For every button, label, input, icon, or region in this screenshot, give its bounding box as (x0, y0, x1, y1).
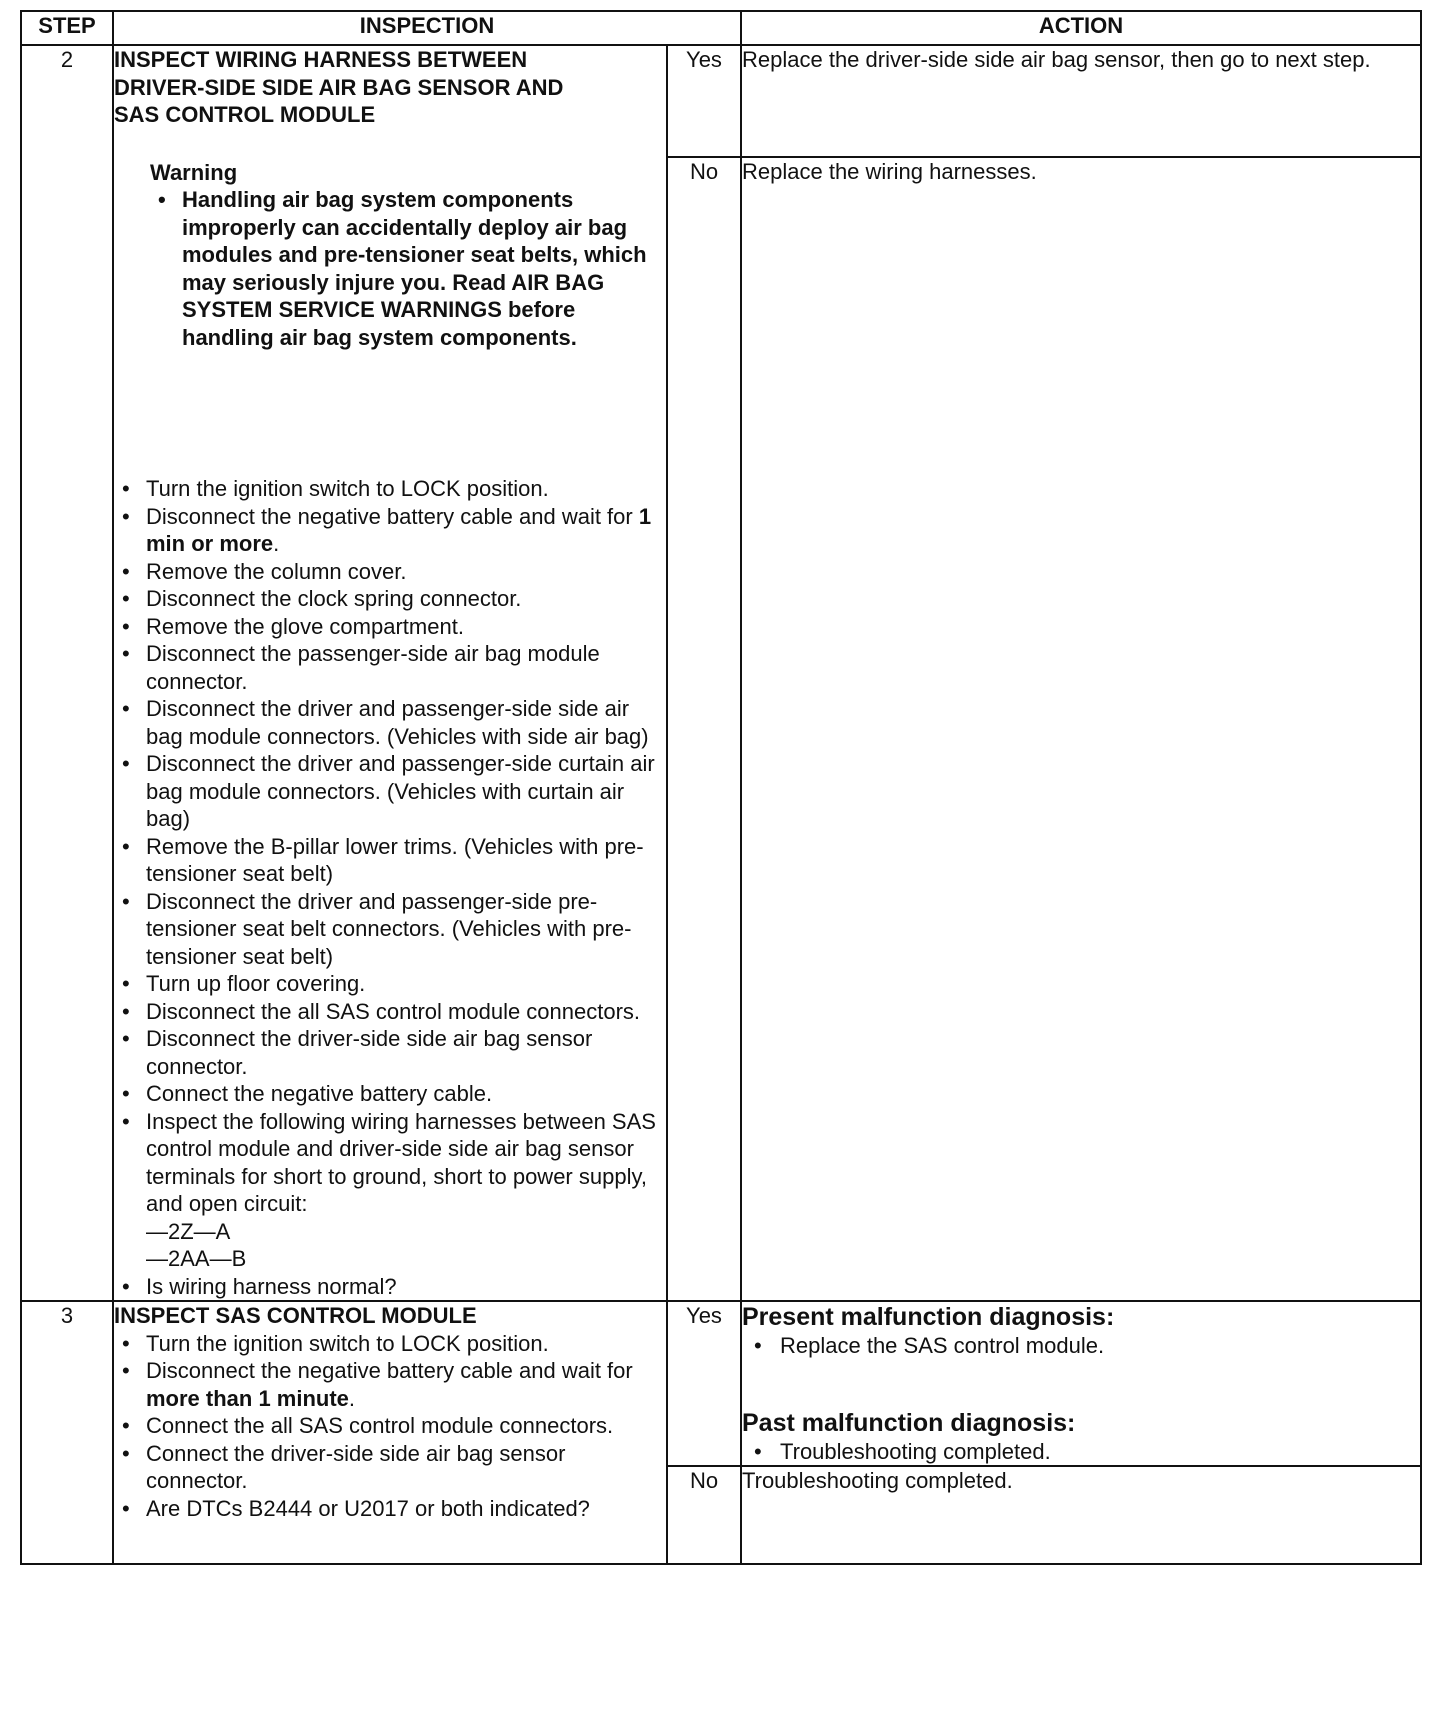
header-step: STEP (21, 11, 113, 45)
list-item: • Turn up floor covering. (114, 970, 666, 998)
list-item: • Turn the ignition switch to LOCK position. (114, 1330, 666, 1358)
list-item: • Connect the all SAS control module connectors. (114, 1412, 666, 1440)
list-item: • Is wiring harness normal? (114, 1273, 666, 1301)
list-item: • Disconnect the driver and passenger-side curtain air bag module connectors. (Vehicles with curtain air bag) (114, 750, 666, 833)
list-item: • Disconnect the negative battery cable and wait for more than 1 minute. (114, 1357, 666, 1412)
circuit-2aa-b: —2AA—B (146, 1246, 247, 1271)
list-item: • Connect the driver-side side air bag sensor connector. (114, 1440, 666, 1495)
step3-no-label: No (667, 1466, 741, 1564)
diagnostic-table (20, 10, 1422, 1565)
step2-warning (150, 159, 666, 352)
list-item: • Inspect the following wiring harnesses between SAS control module and driver-side side air bag sensor terminals for short to ground, short to power supply, and open circuit: —2Z—A —2AA—B (114, 1108, 666, 1273)
past-malfunction-heading: Past malfunction diagnosis: (742, 1408, 1076, 1437)
warning-text: • Handling air bag system components improperly can accidentally deploy air bag modules and pre-tensioner seat belts, which may seriously injure you. Read AIR BAG SYSTEM SERVICE WARNINGS before handling air bag system components. (150, 186, 666, 351)
step3-yes-label: Yes (667, 1301, 741, 1466)
list-item: • Troubleshooting completed. (742, 1438, 1420, 1466)
list-item: • Disconnect the passenger-side air bag module connector. (114, 640, 666, 695)
step3-title: INSPECT SAS CONTROL MODULE (114, 1303, 477, 1328)
header-inspection: INSPECTION (113, 11, 741, 45)
circuit-2z-a: —2Z—A (146, 1218, 231, 1244)
list-item: • Disconnect the all SAS control module connectors. (114, 998, 666, 1026)
step2-yes-row (21, 45, 1421, 157)
list-item: • Replace the SAS control module. (742, 1332, 1420, 1360)
list-item: • Disconnect the driver and passenger-side side air bag module connectors. (Vehicles with side air bag) (114, 695, 666, 750)
list-item: • Connect the negative battery cable. (114, 1080, 666, 1108)
step3-procedure-list (114, 1330, 666, 1523)
step2-procedure-list (114, 475, 666, 1300)
list-item: • Disconnect the clock spring connector. (114, 585, 666, 613)
list-item: • Remove the B-pillar lower trims. (Vehicles with pre-tensioner seat belt) (114, 833, 666, 888)
diagnostic-document (20, 10, 1422, 1565)
list-item: • Disconnect the driver-side side air bag sensor connector. (114, 1025, 666, 1080)
step3-number: 3 (21, 1301, 113, 1564)
list-item: • Disconnect the driver and passenger-side pre-tensioner seat belt connectors. (Vehicles with pre-tensioner seat belt) (114, 888, 666, 971)
step2-number: 2 (21, 45, 113, 1301)
list-item: • Are DTCs B2444 or U2017 or both indicated? (114, 1495, 666, 1523)
list-item: • Disconnect the negative battery cable and wait for 1 min or more. (114, 503, 666, 558)
list-item: • Remove the column cover. (114, 558, 666, 586)
step2-no-label: No (667, 157, 741, 1301)
step2-yes-action: Replace the driver-side side air bag sensor, then go to next step. (741, 45, 1421, 157)
step3-inspection (113, 1301, 667, 1564)
step2-no-action: Replace the wiring harnesses. (741, 157, 1421, 1301)
present-malfunction-heading: Present malfunction diagnosis: (742, 1303, 1115, 1331)
list-item: • Turn the ignition switch to LOCK position. (114, 475, 666, 503)
step3-no-action: Troubleshooting completed. (741, 1466, 1421, 1564)
step2-inspection (113, 45, 667, 1301)
step2-title: INSPECT WIRING HARNESS BETWEEN DRIVER-SIDE SIDE AIR BAG SENSOR AND SAS CONTROL MODULE (114, 47, 564, 127)
list-item: • Remove the glove compartment. (114, 613, 666, 641)
step2-yes-label: Yes (667, 45, 741, 157)
step3-yes-action (741, 1301, 1421, 1466)
step3-yes-row (21, 1301, 1421, 1466)
warning-title: Warning (150, 159, 238, 185)
header-row (21, 11, 1421, 45)
header-action: ACTION (741, 11, 1421, 45)
